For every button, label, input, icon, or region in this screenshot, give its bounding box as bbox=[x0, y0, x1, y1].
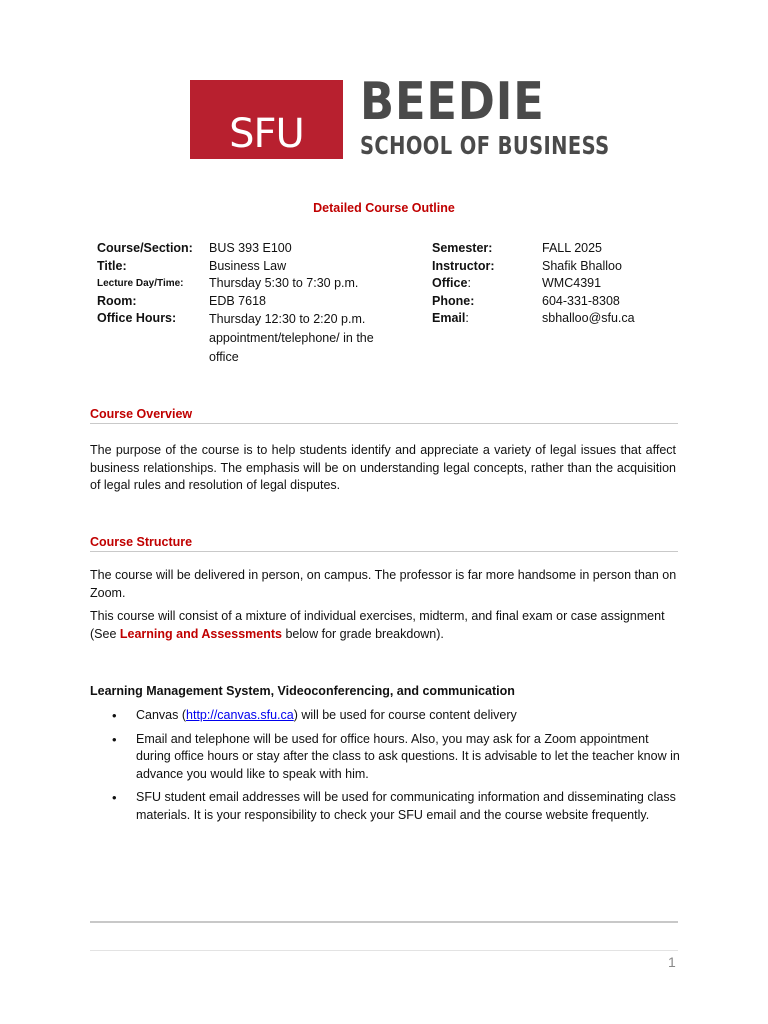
value-semester: FALL 2025 bbox=[542, 241, 603, 255]
course-structure-p2-start: This course will consist of a mixture of individual exercises, midterm, and final exam or case assignment (See bbox=[90, 609, 665, 641]
learning-assessments-ref: Learning and Assessments bbox=[119, 626, 282, 641]
course-overview-text: The purpose of the course is to help students identify and appreciate a variety of legal issues that affect business relationships. The emphasis will be on understanding legal concepts, rather than the acquisition of legal rules and resolution of legal disputes. bbox=[90, 443, 676, 492]
list-item bbox=[90, 707, 680, 725]
label-course-section: Course/Section: bbox=[97, 241, 193, 255]
course-info-left-labels bbox=[97, 240, 193, 328]
logo-beedie-text: BEEDIE bbox=[360, 72, 545, 132]
document-title: Detailed Course Outline bbox=[313, 201, 455, 215]
value-email: sbhalloo@sfu.ca bbox=[542, 311, 635, 325]
office-hours-bullet-text: Email and telephone will be used for office hours. Also, you may ask for a Zoom appointment during office hours or stay after the class to ask questions. It is advisable to let the teacher know in advance you would like to speak with him. bbox=[136, 731, 680, 781]
page-number: 1 bbox=[668, 954, 676, 970]
lms-bullet-list bbox=[90, 707, 680, 830]
canvas-text-start: Canvas ( bbox=[136, 708, 187, 722]
label-semester: Semester: bbox=[432, 241, 493, 255]
value-title: Business Law bbox=[209, 258, 287, 273]
canvas-text-end: ) will be used for course content delivery bbox=[293, 708, 517, 722]
footer-divider bbox=[90, 921, 678, 923]
beedie-logo bbox=[190, 72, 610, 160]
bullet-icon: • bbox=[112, 790, 117, 805]
label-office-row: Office: bbox=[432, 276, 471, 290]
course-info-left-values bbox=[209, 240, 399, 367]
value-office: WMC4391 bbox=[542, 276, 602, 290]
sfu-logo-mark: SFU bbox=[190, 80, 343, 159]
list-item bbox=[90, 731, 680, 784]
course-info-right-values bbox=[542, 240, 635, 328]
course-info-right-labels bbox=[432, 240, 495, 328]
label-lecture-time: Lecture Day/Time: bbox=[97, 278, 184, 289]
label-phone: Phone: bbox=[432, 293, 475, 308]
course-structure-p1: The course will be delivered in person, on campus. The professor is far more handsome in person than on Zoom. bbox=[90, 568, 677, 600]
course-structure-p2-end: below for grade breakdown). bbox=[281, 626, 444, 641]
value-phone: 604-331-8308 bbox=[542, 293, 620, 308]
footer-rule bbox=[90, 950, 678, 951]
bullet-icon: • bbox=[112, 731, 117, 747]
value-instructor: Shafik Bhalloo bbox=[542, 258, 622, 273]
label-email-row: Email: bbox=[432, 311, 469, 325]
label-room: Room: bbox=[97, 293, 137, 308]
logo-school-text: SCHOOL OF BUSINESS bbox=[360, 131, 610, 160]
label-office: Office bbox=[432, 276, 468, 290]
list-item bbox=[90, 789, 680, 824]
label-office-hours: Office Hours: bbox=[97, 311, 177, 325]
course-structure-p2 bbox=[90, 608, 680, 643]
value-course-section: BUS 393 E100 bbox=[209, 241, 292, 255]
value-office-hours: Thursday 12:30 to 2:20 p.m. appointment/telephone/ in the office bbox=[209, 312, 374, 364]
canvas-link[interactable]: http://canvas.sfu.ca bbox=[186, 708, 294, 722]
value-room: EDB 7618 bbox=[209, 293, 266, 308]
course-structure-heading: Course Structure bbox=[90, 535, 678, 552]
label-title: Title: bbox=[97, 258, 127, 273]
label-instructor: Instructor: bbox=[432, 258, 495, 273]
email-bullet-text: SFU student email addresses will be used for communicating information and disseminating class materials. It is your responsibility to check your SFU email and the course website frequently. bbox=[136, 790, 676, 822]
bullet-icon: • bbox=[112, 708, 117, 723]
course-overview-heading: Course Overview bbox=[90, 407, 678, 424]
value-lecture-time: Thursday 5:30 to 7:30 p.m. bbox=[209, 276, 359, 290]
lms-heading: Learning Management System, Videoconferencing, and communication bbox=[90, 684, 515, 698]
label-email: Email bbox=[432, 311, 466, 325]
